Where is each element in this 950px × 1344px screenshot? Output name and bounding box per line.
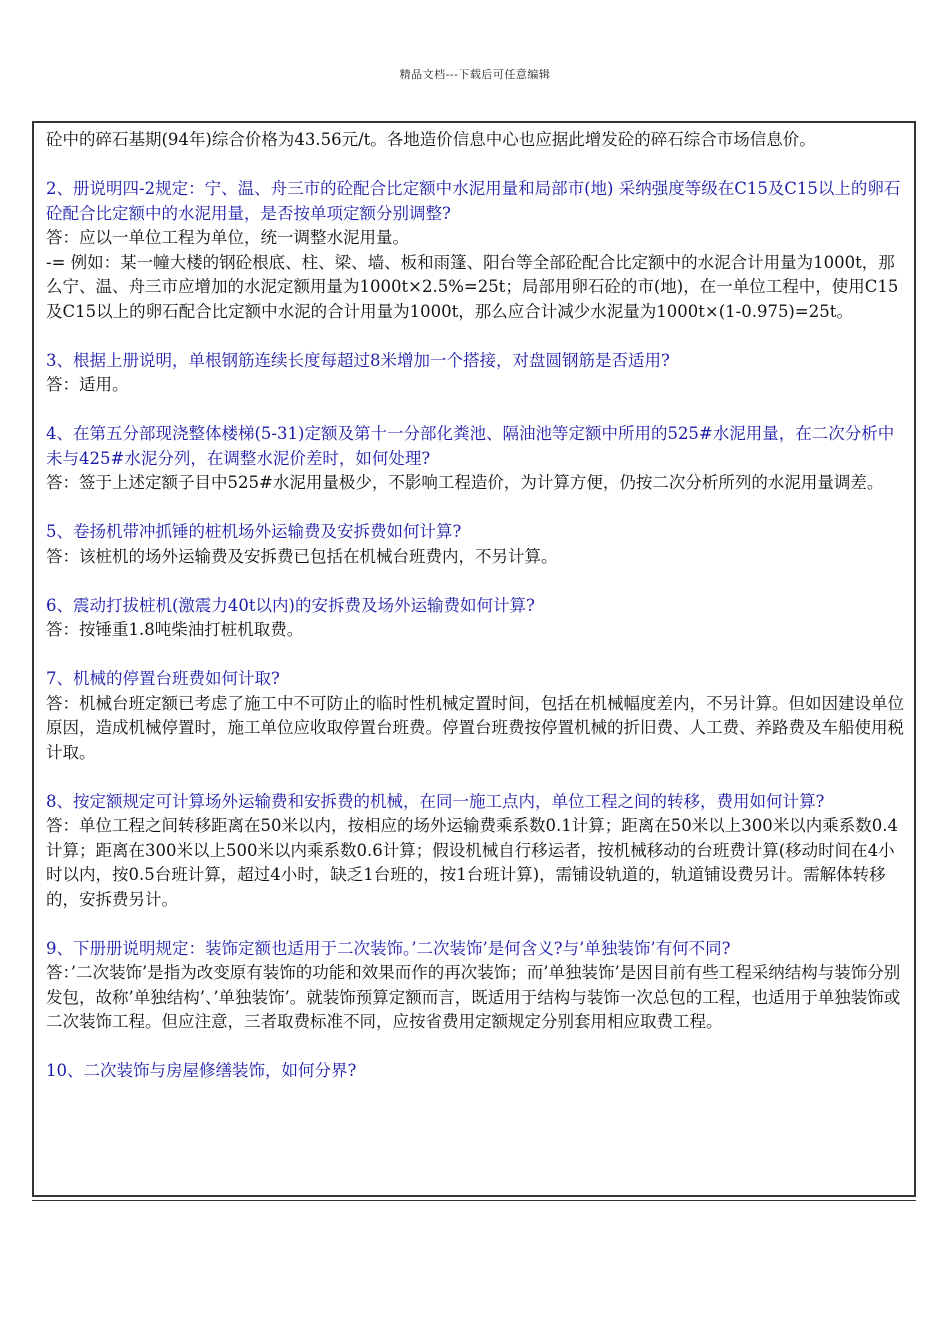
answer-4: 答：签于上述定额子目中525#水泥用量极少，不影响工程造价，为计算方便，仍按二次分析所列的水泥用量调差。 (46, 473, 884, 492)
question-9: 9、下册册说明规定：装饰定额也适用于二次装饰。’二次装饰’是何含义?与’单独装饰’有何不同? (46, 938, 731, 958)
intro-paragraph: 砼中的碎石基期(94年)综合价格为43.56元/t。各地造价信息中心也应据此增发砼的碎石综合市场信息价。 (46, 130, 816, 149)
question-8: 8、按定额规定可计算场外运输费和安拆费的机械，在同一施工点内，单位工程之间的转移，费用如何计算? (46, 791, 825, 811)
document-body (46, 128, 908, 1084)
answer-9: 答：’二次装饰’是指为改变原有装饰的功能和效果而作的再次装饰；而’单独装饰’是因目前有些工程采纳结构与装饰分别发包，故称’单独结构’、’单独装饰’。就装饰预算定额而言，既适用于结构与装饰一次总包的工程，也适用于单独装饰或二次装饰工程。但应注意，三者取费标准不同，应按省费用定额规定分别套用相应取费工程。 (46, 963, 901, 1031)
question-3: 3、根据上册说明，单根钢筋连续长度每超过8米增加一个搭接，对盘圆钢筋是否适用? (46, 350, 670, 370)
question-2: 2、册说明四-2规定：宁、温、舟三市的砼配合比定额中水泥用量和局部市(地) 采纳强度等级在C15及C15以上的卵石砼配合比定额中的水泥用量，是否按单项定额分别调整? (46, 179, 901, 223)
answer-3: 答：适用。 (46, 375, 129, 394)
question-10: 10、二次装饰与房屋修缮装饰，如何分界? (46, 1061, 357, 1080)
answer-7: 答：机械台班定额已考虑了施工中不可防止的临时性机械定置时间，包括在机械幅度差内，不另计算。但如因建设单位原因，造成机械停置时，施工单位应收取停置台班费。停置台班费按停置机械的折旧费、人工费、养路费及车船使用税计取。 (46, 693, 904, 762)
question-7: 7、机械的停置台班费如何计取? (46, 669, 280, 688)
answer-8: 答：单位工程之间转移距离在50米以内，按相应的场外运输费乘系数0.1计算；距离在50米以上300米以内乘系数0.4计算；距离在300米以上500米以内乘系数0.6计算；假设机械自行移运者，按机械移动的台班费计算(移动时间在4小时以内，按0.5台班计算，超过4小时，缺乏1台班的，按1台班计算)，需铺设轨道的，轨道铺设费另计。需解体转移的，安拆费另计。 (46, 816, 898, 909)
answer-2-example: -= 例如：某一幢大楼的钢砼根底、柱、梁、墙、板和雨篷、阳台等全部砼配合比定额中的水泥合计用量为1000t，那么宁、温、舟三市应增加的水泥定额用量为1000t×2.5%=25t；局部用卵石砼的市(地)，在一单位工程中，使用C15及C15以上的卵石配合比定额中水泥的合计用量为1000t，那么应合计减少水泥量为1000t×(1-0.975)=25t。 (46, 252, 899, 321)
page-header: 精品文档---下载后可任意编辑 (399, 68, 551, 81)
answer-6: 答：按锤重1.8吨柴油打桩机取费。 (46, 620, 304, 639)
answer-5: 答：该桩机的场外运输费及安拆费已包括在机械台班费内，不另计算。 (46, 546, 558, 566)
answer-2: 答：应以一单位工程为单位，统一调整水泥用量。 (46, 228, 409, 247)
content-frame (32, 121, 916, 1197)
question-6: 6、震动打拔桩机(激震力40t以内)的安拆费及场外运输费如何计算? (46, 595, 535, 615)
question-5: 5、卷扬机带冲抓锤的桩机场外运输费及安拆费如何计算? (46, 522, 462, 541)
question-4: 4、在第五分部现浇整体楼梯(5-31)定额及第十一分部化粪池、隔油池等定额中所用的525#水泥用量，在二次分析中未与425#水泥分列，在调整水泥价差时，如何处理? (46, 424, 895, 468)
